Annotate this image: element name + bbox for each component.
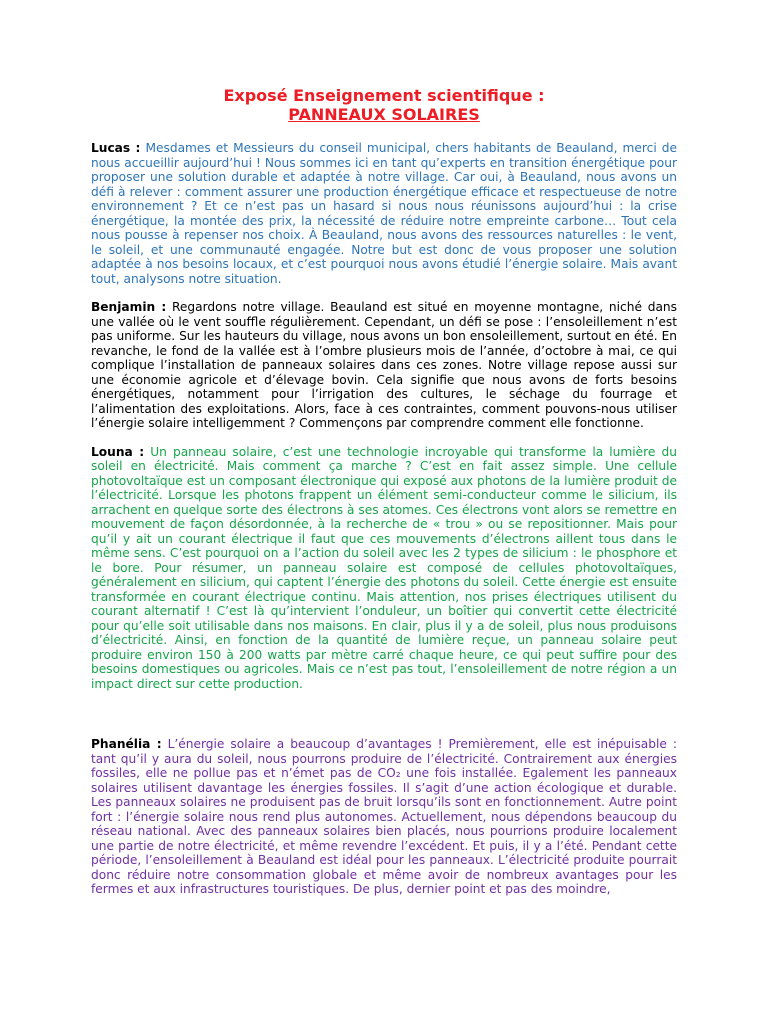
- speech-text: Regardons notre village. Beauland est situé en moyenne montagne, niché dans une vallée où le vent souffle régulièrement. Cependant, un défi se pose : l’ensoleillement n’est pas uniforme. Sur les hauteurs du village, nous avons un bon ensoleillement, surtout en été. En revanche, le fond de la vallée est à l’ombre plusieurs mois de l’année, d’octobre à mai, ce qui complique l’installation de panneaux solaires dans ces zones. Notre village repose aussi sur une économie agricole et d’élevage bovin. Cela signifie que nous avons de forts besoins énergétiques, notamment pour l’irrigation des cultures, le séchage du fourrage et l’alimentation des exploitations. Alors, face à ces contraintes, comment pouvons-nous utiliser l’énergie solaire intelligemment ? Commençons par comprendre comment elle fonctionne.: [91, 300, 677, 430]
- document-title: Exposé Enseignement scientifique :: [223, 86, 545, 105]
- speech-text: Un panneau solaire, c’est une technologie incroyable qui transforme la lumière du soleil en électricité. Mais comment ça marche ? C’est en fait assez simple. Une cellule photovoltaïque est un composant électronique qui exposé aux photons de la lumière produit de l’électricité. Lorsque les photons frappent un élément semi-conducteur comme le silicium, ils arrachent en quelque sorte des électrons à ses atomes. Ces électrons vont alors se remettre en mouvement de façon désordonnée, à la recherche de « trou » ou se repositionner. Mais pour qu’il y ait un courant électrique il faut que ces mouvements d’électrons aillent tous dans le même sens. C’est pourquoi on a l’action du soleil avec les 2 types de silicium : le phosphore et le bore. Pour résumer, un panneau solaire est composé de cellules photovoltaïques, généralement en silicium, qui captent l’énergie des photons du soleil. Cette énergie est ensuite transformée en courant électrique continu. Mais attention, nos prises électriques utilisent du courant alternatif ! C’est là qu’intervient l’onduleur, un boîtier qui convertit cette électricité pour qu’elle soit utilisable dans nos maisons. En clair, plus il y a de soleil, plus nous produisons d’électricité. Ainsi, en fonction de la quantité de lumière reçue, un panneau solaire peut produire environ 150 à 200 watts par mètre carré chaque heure, ce qui peut suffire pour des besoins domestiques ou agricoles. Mais ce n’est pas tout, l’ensoleillement de notre région a un impact direct sur cette production.: [91, 444, 677, 691]
- title-block: [91, 86, 677, 124]
- paragraph-louna: [91, 445, 677, 692]
- paragraph-benjamin: [91, 300, 677, 431]
- speech-text: Mesdames et Messieurs du conseil municipal, chers habitants de Beauland, merci de nous accueillir aujourd’hui ! Nous sommes ici en tant qu’experts en transition énergétique pour proposer une solution durable et adaptée à notre village. Car oui, à Beauland, nous avons un défi à relever : comment assurer une production énergétique efficace et respectueuse de notre environnement ? Et ce n’est pas un hasard si nous nous réunissons aujourd’hui : la crise énergétique, la montée des prix, la nécessité de réduire notre empreinte carbone… Tout cela nous pousse à repenser nos choix. À Beauland, nous avons des ressources naturelles : le vent, le soleil, et une communauté engagée. Notre but est donc de vous proposer une solution adaptée à nos besoins locaux, et c’est pourquoi nous avons étudié l’énergie solaire. Mais avant tout, analysons notre situation.: [91, 141, 677, 286]
- document-subtitle: PANNEAUX SOLAIRES: [288, 105, 480, 124]
- paragraph-lucas: [91, 141, 677, 286]
- paragraph-phanelia: [91, 737, 677, 897]
- speaker-name: Benjamin :: [91, 300, 167, 314]
- speaker-name: Louna :: [91, 444, 145, 459]
- speaker-name: Phanélia :: [91, 737, 162, 751]
- speaker-name: Lucas :: [91, 141, 141, 155]
- speech-text: L’énergie solaire a beaucoup d’avantages ! Premièrement, elle est inépuisable : tant qu’il y aura du soleil, nous pourrons produire de l’électricité. Contrairement aux énergies fossiles, elle ne pollue pas et n’émet pas de CO₂ une fois installée. Egalement les panneaux solaires utilisent davantage les énergies fossiles. Il s’agit d’une action écologique et durable. Les panneaux solaires ne produisent pas de bruit lorsqu’ils sont en fonctionnement. Autre point fort : l’énergie solaire nous rend plus autonomes. Actuellement, nous dépendons beaucoup du réseau national. Avec des panneaux solaires bien placés, nous pourrions produire localement une partie de notre électricité, et même revendre l’excédent. Et puis, il y a l’été. Pendant cette période, l’ensoleillement à Beauland est idéal pour les panneaux. L’électricité produite pourrait donc réduire notre consommation globale et même avoir de nombreux avantages pour les fermes et aux infrastructures touristiques. De plus, dernier point et pas des moindre,: [91, 737, 677, 896]
- document-page: [91, 86, 677, 897]
